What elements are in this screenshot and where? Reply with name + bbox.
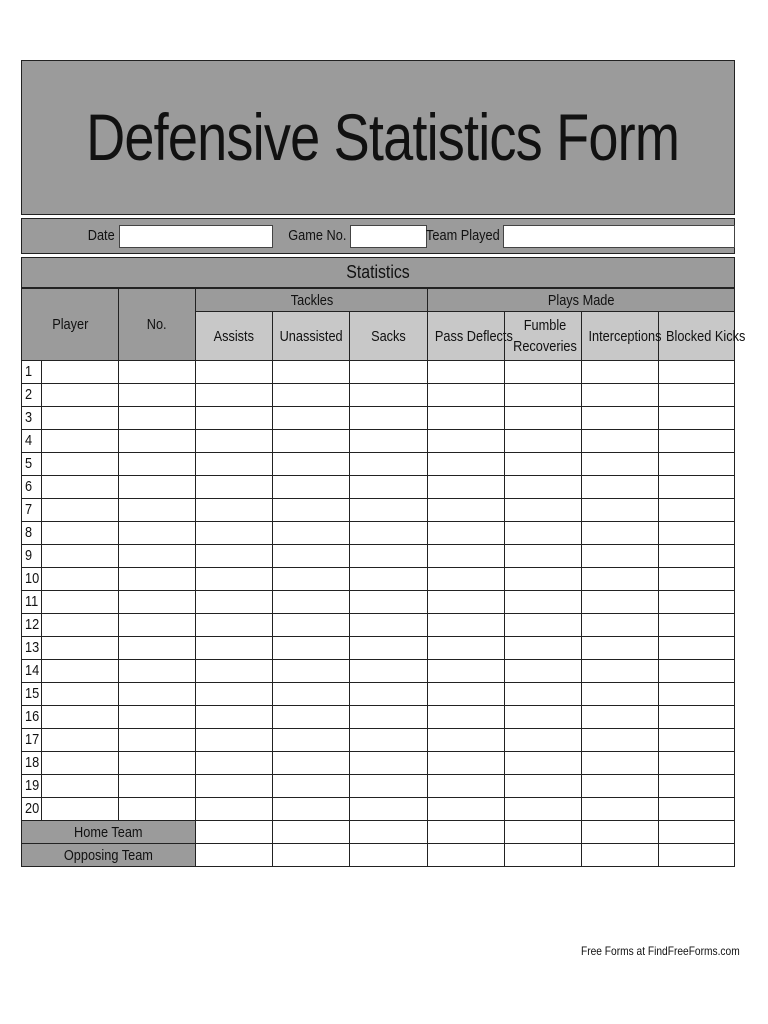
table-row bbox=[22, 430, 735, 453]
stat-cell[interactable] bbox=[196, 614, 273, 637]
stat-cell[interactable] bbox=[428, 407, 505, 430]
stat-cell[interactable] bbox=[582, 821, 659, 844]
number-cell[interactable] bbox=[119, 614, 196, 637]
stat-cell[interactable] bbox=[196, 384, 273, 407]
stat-cell[interactable] bbox=[659, 752, 735, 775]
stat-cell[interactable] bbox=[428, 798, 505, 821]
number-cell[interactable] bbox=[119, 476, 196, 499]
fumble-recoveries-header: Fumble Recoveries bbox=[505, 312, 582, 361]
stat-cell[interactable] bbox=[582, 568, 659, 591]
stat-cell[interactable] bbox=[273, 430, 350, 453]
stat-cell[interactable] bbox=[196, 568, 273, 591]
stat-cell[interactable] bbox=[428, 384, 505, 407]
stat-cell[interactable] bbox=[428, 499, 505, 522]
player-rows bbox=[22, 361, 735, 821]
table-row bbox=[22, 637, 735, 660]
stat-cell[interactable] bbox=[659, 407, 735, 430]
row-number: 12 bbox=[22, 614, 42, 636]
table-row bbox=[22, 499, 735, 522]
stat-cell[interactable] bbox=[582, 844, 659, 867]
table-row bbox=[22, 706, 735, 729]
stat-cell[interactable] bbox=[582, 545, 659, 568]
player-header: Player bbox=[22, 289, 119, 361]
row-number: 11 bbox=[22, 591, 42, 613]
row-number: 14 bbox=[22, 660, 42, 682]
stat-cell[interactable] bbox=[428, 637, 505, 660]
stat-cell[interactable] bbox=[350, 729, 428, 752]
stat-cell[interactable] bbox=[196, 729, 273, 752]
stat-cell[interactable] bbox=[273, 752, 350, 775]
stat-cell[interactable] bbox=[582, 683, 659, 706]
stat-cell[interactable] bbox=[505, 706, 582, 729]
stat-cell[interactable] bbox=[428, 660, 505, 683]
stat-cell[interactable] bbox=[273, 775, 350, 798]
stat-cell[interactable] bbox=[273, 545, 350, 568]
row-number: 8 bbox=[22, 522, 42, 544]
stat-cell[interactable] bbox=[582, 361, 659, 384]
row-number: 20 bbox=[22, 798, 42, 820]
player-cell[interactable] bbox=[22, 775, 119, 798]
stat-cell[interactable] bbox=[273, 361, 350, 384]
stat-cell[interactable] bbox=[428, 752, 505, 775]
game-no-label: Game No. bbox=[287, 227, 346, 244]
stat-cell[interactable] bbox=[505, 407, 582, 430]
player-cell[interactable] bbox=[22, 614, 119, 637]
stat-cell[interactable] bbox=[428, 614, 505, 637]
plays-made-header: Plays Made bbox=[428, 289, 735, 312]
opposing-team-label: Opposing Team bbox=[22, 844, 196, 867]
number-cell[interactable] bbox=[119, 522, 196, 545]
stat-cell[interactable] bbox=[582, 798, 659, 821]
number-cell[interactable] bbox=[119, 407, 196, 430]
stat-cell[interactable] bbox=[350, 844, 428, 867]
stat-cell[interactable] bbox=[273, 476, 350, 499]
stat-cell[interactable] bbox=[350, 614, 428, 637]
stat-cell[interactable] bbox=[582, 407, 659, 430]
stat-cell[interactable] bbox=[505, 568, 582, 591]
stat-cell[interactable] bbox=[428, 361, 505, 384]
stat-cell[interactable] bbox=[659, 361, 735, 384]
player-cell[interactable] bbox=[22, 752, 119, 775]
stat-cell[interactable] bbox=[505, 614, 582, 637]
stat-cell[interactable] bbox=[428, 706, 505, 729]
stat-cell[interactable] bbox=[196, 752, 273, 775]
row-number: 15 bbox=[22, 683, 42, 705]
stat-cell[interactable] bbox=[273, 798, 350, 821]
stat-cell[interactable] bbox=[582, 430, 659, 453]
row-number: 17 bbox=[22, 729, 42, 751]
stat-cell[interactable] bbox=[428, 476, 505, 499]
stat-cell[interactable] bbox=[659, 545, 735, 568]
stat-cell[interactable] bbox=[196, 407, 273, 430]
stat-cell[interactable] bbox=[273, 660, 350, 683]
team-played-label: Team Played bbox=[426, 227, 500, 244]
player-cell[interactable] bbox=[22, 499, 119, 522]
stat-cell[interactable] bbox=[196, 476, 273, 499]
stat-cell[interactable] bbox=[505, 821, 582, 844]
stat-cell[interactable] bbox=[196, 775, 273, 798]
stat-cell[interactable] bbox=[659, 821, 735, 844]
stat-cell[interactable] bbox=[505, 844, 582, 867]
stat-cell[interactable] bbox=[505, 453, 582, 476]
table-row bbox=[22, 407, 735, 430]
row-number: 4 bbox=[22, 430, 42, 452]
stat-cell[interactable] bbox=[273, 407, 350, 430]
stat-cell[interactable] bbox=[582, 706, 659, 729]
stat-cell[interactable] bbox=[505, 361, 582, 384]
row-number: 6 bbox=[22, 476, 42, 498]
player-cell[interactable] bbox=[22, 729, 119, 752]
number-cell[interactable] bbox=[119, 545, 196, 568]
form-title: Defensive Statistics Form bbox=[86, 100, 680, 174]
player-cell[interactable] bbox=[22, 568, 119, 591]
stat-cell[interactable] bbox=[582, 499, 659, 522]
stat-cell[interactable] bbox=[196, 683, 273, 706]
stat-cell[interactable] bbox=[196, 453, 273, 476]
player-cell[interactable] bbox=[22, 798, 119, 821]
stat-cell[interactable] bbox=[659, 775, 735, 798]
stat-cell[interactable] bbox=[505, 775, 582, 798]
stat-cell[interactable] bbox=[582, 453, 659, 476]
player-cell[interactable] bbox=[22, 476, 119, 499]
stat-cell[interactable] bbox=[505, 430, 582, 453]
stat-cell[interactable] bbox=[659, 660, 735, 683]
stat-cell[interactable] bbox=[582, 637, 659, 660]
stat-cell[interactable] bbox=[350, 499, 428, 522]
stat-cell[interactable] bbox=[273, 522, 350, 545]
number-cell[interactable] bbox=[119, 637, 196, 660]
number-header: No. bbox=[119, 289, 196, 361]
stat-cell[interactable] bbox=[659, 499, 735, 522]
stat-cell[interactable] bbox=[505, 545, 582, 568]
stat-cell[interactable] bbox=[505, 499, 582, 522]
stat-cell[interactable] bbox=[505, 591, 582, 614]
stat-cell[interactable] bbox=[273, 591, 350, 614]
table-row bbox=[22, 752, 735, 775]
stat-cell[interactable] bbox=[659, 683, 735, 706]
stat-cell[interactable] bbox=[273, 729, 350, 752]
table-row bbox=[22, 384, 735, 407]
player-cell[interactable] bbox=[22, 384, 119, 407]
table-row bbox=[22, 660, 735, 683]
player-cell[interactable] bbox=[22, 683, 119, 706]
stat-cell[interactable] bbox=[350, 775, 428, 798]
row-number: 2 bbox=[22, 384, 42, 406]
stat-cell[interactable] bbox=[505, 752, 582, 775]
stat-cell[interactable] bbox=[350, 798, 428, 821]
stat-cell[interactable] bbox=[428, 568, 505, 591]
stat-cell[interactable] bbox=[659, 591, 735, 614]
stat-cell[interactable] bbox=[659, 798, 735, 821]
date-label: Date bbox=[88, 227, 115, 244]
stat-cell[interactable] bbox=[350, 706, 428, 729]
stat-cell[interactable] bbox=[659, 384, 735, 407]
player-cell[interactable] bbox=[22, 430, 119, 453]
number-cell[interactable] bbox=[119, 568, 196, 591]
stat-cell[interactable] bbox=[273, 706, 350, 729]
stat-cell[interactable] bbox=[350, 752, 428, 775]
team-played-field[interactable] bbox=[503, 225, 735, 248]
stat-cell[interactable] bbox=[273, 384, 350, 407]
number-cell[interactable] bbox=[119, 361, 196, 384]
stat-cell[interactable] bbox=[350, 545, 428, 568]
stat-cell[interactable] bbox=[659, 637, 735, 660]
unassisted-header: Unassisted bbox=[273, 312, 350, 361]
stat-cell[interactable] bbox=[350, 384, 428, 407]
number-cell[interactable] bbox=[119, 798, 196, 821]
table-row bbox=[22, 568, 735, 591]
statistics-label: Statistics bbox=[346, 262, 410, 282]
stat-cell[interactable] bbox=[350, 453, 428, 476]
stat-cell[interactable] bbox=[350, 591, 428, 614]
player-cell[interactable] bbox=[22, 706, 119, 729]
tackles-header: Tackles bbox=[196, 289, 428, 312]
table-row bbox=[22, 453, 735, 476]
stat-cell[interactable] bbox=[582, 752, 659, 775]
stat-cell[interactable] bbox=[659, 522, 735, 545]
stat-cell[interactable] bbox=[505, 522, 582, 545]
number-cell[interactable] bbox=[119, 591, 196, 614]
player-cell[interactable] bbox=[22, 591, 119, 614]
table-row bbox=[22, 683, 735, 706]
assists-header: Assists bbox=[196, 312, 273, 361]
player-cell[interactable] bbox=[22, 637, 119, 660]
number-cell[interactable] bbox=[119, 729, 196, 752]
home-team-label: Home Team bbox=[22, 821, 196, 844]
stat-cell[interactable] bbox=[428, 591, 505, 614]
stat-cell[interactable] bbox=[350, 407, 428, 430]
game-no-field[interactable] bbox=[350, 225, 427, 248]
stat-cell[interactable] bbox=[505, 683, 582, 706]
table-row bbox=[22, 798, 735, 821]
stat-cell[interactable] bbox=[350, 476, 428, 499]
stat-cell[interactable] bbox=[196, 798, 273, 821]
stat-cell[interactable] bbox=[428, 683, 505, 706]
stat-cell[interactable] bbox=[659, 568, 735, 591]
table-row bbox=[22, 361, 735, 384]
stat-cell[interactable] bbox=[582, 775, 659, 798]
player-cell[interactable] bbox=[22, 453, 119, 476]
table-row bbox=[22, 522, 735, 545]
footer-credit: Free Forms at FindFreeForms.com bbox=[581, 944, 740, 958]
stat-cell[interactable] bbox=[505, 798, 582, 821]
row-number: 3 bbox=[22, 407, 42, 429]
blocked-kicks-header: Blocked Kicks bbox=[659, 312, 735, 361]
stat-cell[interactable] bbox=[273, 637, 350, 660]
table-row bbox=[22, 614, 735, 637]
number-cell[interactable] bbox=[119, 430, 196, 453]
stat-cell[interactable] bbox=[273, 453, 350, 476]
game-info-row bbox=[21, 218, 735, 254]
stat-cell[interactable] bbox=[582, 729, 659, 752]
table-row bbox=[22, 775, 735, 798]
pass-deflects-header: Pass Deflects bbox=[428, 312, 505, 361]
stat-cell[interactable] bbox=[582, 660, 659, 683]
stat-cell[interactable] bbox=[350, 660, 428, 683]
stat-cell[interactable] bbox=[273, 499, 350, 522]
stat-cell[interactable] bbox=[582, 384, 659, 407]
stat-cell[interactable] bbox=[428, 844, 505, 867]
stat-cell[interactable] bbox=[505, 729, 582, 752]
table-row bbox=[22, 591, 735, 614]
stat-cell[interactable] bbox=[659, 476, 735, 499]
stat-cell[interactable] bbox=[582, 591, 659, 614]
interceptions-header: Interceptions bbox=[582, 312, 659, 361]
player-cell[interactable] bbox=[22, 660, 119, 683]
stat-cell[interactable] bbox=[428, 430, 505, 453]
number-cell[interactable] bbox=[119, 453, 196, 476]
stat-cell[interactable] bbox=[659, 844, 735, 867]
player-cell[interactable] bbox=[22, 407, 119, 430]
stat-cell[interactable] bbox=[505, 384, 582, 407]
stat-cell[interactable] bbox=[350, 821, 428, 844]
stat-cell[interactable] bbox=[659, 706, 735, 729]
stat-cell[interactable] bbox=[196, 591, 273, 614]
statistics-header bbox=[21, 257, 735, 288]
stat-cell[interactable] bbox=[505, 660, 582, 683]
player-cell[interactable] bbox=[22, 545, 119, 568]
stat-cell[interactable] bbox=[196, 844, 273, 867]
number-cell[interactable] bbox=[119, 706, 196, 729]
number-cell[interactable] bbox=[119, 384, 196, 407]
stat-cell[interactable] bbox=[659, 430, 735, 453]
stat-cell[interactable] bbox=[659, 614, 735, 637]
stat-cell[interactable] bbox=[428, 522, 505, 545]
stat-cell[interactable] bbox=[505, 637, 582, 660]
title-banner bbox=[21, 60, 735, 215]
number-cell[interactable] bbox=[119, 499, 196, 522]
row-number: 1 bbox=[22, 361, 42, 383]
stat-cell[interactable] bbox=[196, 637, 273, 660]
row-number: 19 bbox=[22, 775, 42, 797]
stat-cell[interactable] bbox=[350, 361, 428, 384]
row-number: 7 bbox=[22, 499, 42, 521]
date-field[interactable] bbox=[119, 225, 273, 248]
stat-cell[interactable] bbox=[428, 775, 505, 798]
player-cell[interactable] bbox=[22, 361, 119, 384]
stat-cell[interactable] bbox=[428, 821, 505, 844]
stat-cell[interactable] bbox=[196, 821, 273, 844]
stat-cell[interactable] bbox=[273, 844, 350, 867]
stat-cell[interactable] bbox=[659, 729, 735, 752]
row-number: 16 bbox=[22, 706, 42, 728]
stat-cell[interactable] bbox=[428, 545, 505, 568]
stat-cell[interactable] bbox=[196, 706, 273, 729]
row-number: 13 bbox=[22, 637, 42, 659]
stat-cell[interactable] bbox=[196, 660, 273, 683]
number-cell[interactable] bbox=[119, 775, 196, 798]
stat-cell[interactable] bbox=[196, 430, 273, 453]
stat-cell[interactable] bbox=[582, 522, 659, 545]
number-cell[interactable] bbox=[119, 660, 196, 683]
row-number: 5 bbox=[22, 453, 42, 475]
stat-cell[interactable] bbox=[196, 361, 273, 384]
row-number: 9 bbox=[22, 545, 42, 567]
stat-cell[interactable] bbox=[350, 430, 428, 453]
statistics-table bbox=[21, 288, 746, 867]
stat-cell[interactable] bbox=[273, 568, 350, 591]
number-cell[interactable] bbox=[119, 683, 196, 706]
table-row bbox=[22, 729, 735, 752]
stat-cell[interactable] bbox=[350, 522, 428, 545]
stat-cell[interactable] bbox=[582, 476, 659, 499]
number-cell[interactable] bbox=[119, 752, 196, 775]
stat-cell[interactable] bbox=[273, 614, 350, 637]
stat-cell[interactable] bbox=[196, 499, 273, 522]
player-cell[interactable] bbox=[22, 522, 119, 545]
table-row bbox=[22, 545, 735, 568]
sacks-header: Sacks bbox=[350, 312, 428, 361]
stat-cell[interactable] bbox=[428, 453, 505, 476]
table-row bbox=[22, 476, 735, 499]
stat-cell[interactable] bbox=[273, 821, 350, 844]
row-number: 10 bbox=[22, 568, 42, 590]
stat-cell[interactable] bbox=[196, 522, 273, 545]
stat-cell[interactable] bbox=[428, 729, 505, 752]
stat-cell[interactable] bbox=[582, 614, 659, 637]
stat-cell[interactable] bbox=[273, 683, 350, 706]
stat-cell[interactable] bbox=[350, 683, 428, 706]
stat-cell[interactable] bbox=[505, 476, 582, 499]
stat-cell[interactable] bbox=[350, 637, 428, 660]
stat-cell[interactable] bbox=[196, 545, 273, 568]
stat-cell[interactable] bbox=[350, 568, 428, 591]
row-number: 18 bbox=[22, 752, 42, 774]
stat-cell[interactable] bbox=[659, 453, 735, 476]
